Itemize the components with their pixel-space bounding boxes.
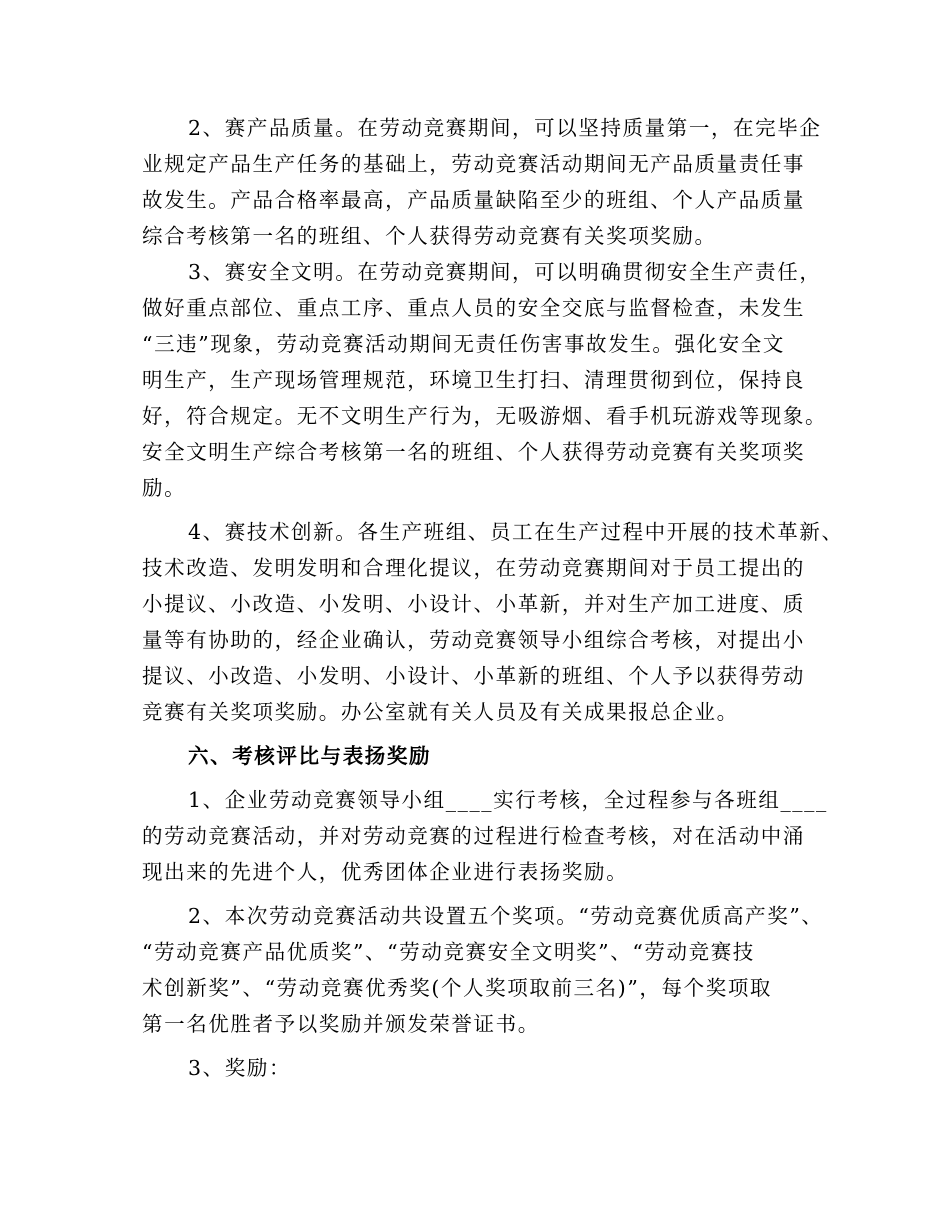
paragraph-line: 1、企业劳动竞赛领导小组____实行考核，全过程参与各班组____ [188,788,828,812]
paragraph-line: 现出来的先进个人，优秀团体企业进行表扬奖励。 [142,860,629,884]
section-heading: 六、考核评比与表扬奖励 [188,744,432,768]
paragraph-line: 故发生。产品合格率最高，产品质量缺陷至少的班组、个人产品质量 [142,188,805,212]
paragraph-line: 明生产，生产现场管理规范，环境卫生打扫、清理贯彻到位，保持良 [142,368,805,392]
paragraph-line: 4、赛技术创新。各生产班组、员工在生产过程中开展的技术革新、 [188,520,844,544]
paragraph-line: 做好重点部位、重点工序、重点人员的安全交底与监督检查，未发生 [142,296,805,320]
paragraph-line: 第一名优胜者予以奖励并颁发荣誉证书。 [142,1012,540,1036]
paragraph-line: 综合考核第一名的班组、个人获得劳动竞赛有关奖项奖励。 [142,224,717,248]
paragraph-line: 励。 [142,476,187,500]
paragraph-line: 量等有协助的，经企业确认，劳动竞赛领导小组综合考核，对提出小 [142,628,805,652]
paragraph-line: 术创新奖”、“劳动竞赛优秀奖(个人奖项取前三名)”，每个奖项取 [142,976,773,1000]
paragraph-line: 技术改造、发明发明和合理化提议，在劳动竞赛期间对于员工提出的 [142,556,805,580]
paragraph-line: “三违”现象，劳动竞赛活动期间无责任伤害事故发生。强化安全文 [142,332,785,356]
paragraph-line: 安全文明生产综合考核第一名的班组、个人获得劳动竞赛有关奖项奖 [142,440,805,464]
paragraph-line: 2、赛产品质量。在劳动竞赛期间，可以坚持质量第一，在完毕企 [188,116,822,140]
paragraph-line: “劳动竞赛产品优质奖”、“劳动竞赛安全文明奖”、“劳动竞赛技 [142,940,755,964]
paragraph-line: 3、赛安全文明。在劳动竞赛期间，可以明确贯彻安全生产责任， [188,260,822,284]
paragraph-line: 提议、小改造、小发明、小设计、小革新的班组、个人予以获得劳动 [142,664,805,688]
paragraph-line: 3、奖励： [188,1056,292,1080]
paragraph-line: 好，符合规定。无不文明生产行为，无吸游烟、看手机玩游戏等现象。 [142,404,828,428]
paragraph-line: 2、本次劳动竞赛活动共设置五个奖项。“劳动竞赛优质高产奖”、 [188,904,824,928]
paragraph-line: 小提议、小改造、小发明、小设计、小革新，并对生产加工进度、质 [142,592,805,616]
paragraph-line: 业规定产品生产任务的基础上，劳动竞赛活动期间无产品质量责任事 [142,152,805,176]
paragraph-line: 的劳动竞赛活动，并对劳动竞赛的过程进行检查考核，对在活动中涌 [142,824,805,848]
paragraph-line: 竞赛有关奖项奖励。办公室就有关人员及有关成果报总企业。 [142,700,739,724]
